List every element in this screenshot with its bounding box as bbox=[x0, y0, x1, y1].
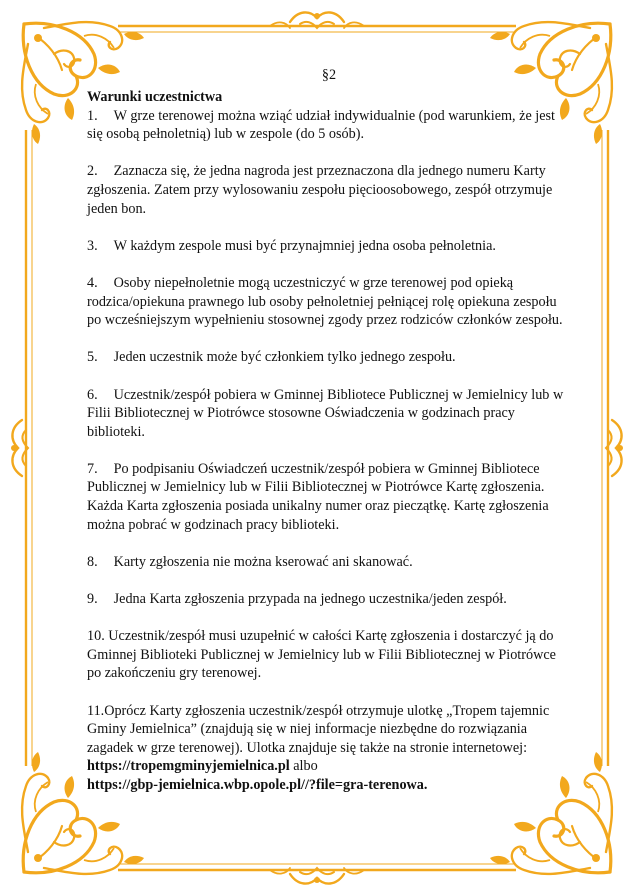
item-number: 5. bbox=[87, 349, 98, 366]
item-number: 10. bbox=[87, 628, 105, 645]
list-item-11 bbox=[87, 702, 571, 795]
list-item-2 bbox=[87, 162, 571, 218]
list-item-9 bbox=[87, 590, 571, 609]
item-number: 3. bbox=[87, 237, 98, 254]
link-joiner: albo bbox=[289, 758, 318, 775]
item-number: 8. bbox=[87, 553, 98, 570]
list-item-6 bbox=[87, 386, 571, 442]
list-item-1 bbox=[87, 107, 571, 144]
item-number: 2. bbox=[87, 163, 98, 180]
item-text: Po podpisaniu Oświadczeń uczestnik/zespół pobiera w Gminnej Bibliotece Publicznej w Jemielnicy lub w Filii Bibliotecznej w Piotrówce Kartę zgłoszenia. Każda Karta zgłoszenia posiada unikalny numer oraz pieczątkę. Kartę zgłoszenia można pobrać w godzinach pracy biblioteki. bbox=[87, 460, 549, 533]
item-text: Zaznacza się, że jedna nagroda jest przeznaczona dla jednego numeru Karty zgłoszenia. Zatem przy wylosowaniu zespołu pięcioosobowego, zespół otrzymuje jeden bon. bbox=[87, 163, 553, 217]
section-heading: Warunki uczestnictwa bbox=[87, 89, 223, 105]
list-item-3 bbox=[87, 237, 571, 256]
item-number: 9. bbox=[87, 591, 98, 608]
list-item-8 bbox=[87, 553, 571, 572]
item-number: 1. bbox=[87, 107, 98, 124]
item-number: 7. bbox=[87, 460, 98, 477]
list-item-7 bbox=[87, 460, 571, 534]
document-body bbox=[87, 66, 571, 813]
list-item-10 bbox=[87, 627, 571, 683]
website-link-tropem[interactable]: https://tropemgminyjemielnica.pl bbox=[87, 758, 290, 775]
section-number: §2 bbox=[321, 67, 337, 83]
item-text: Uczestnik/zespół pobiera w Gminnej Bibliotece Publicznej w Jemielnicy lub w Filii Bibliotecznej w Piotrówce stosowne Oświadczenia w godzinach pracy biblioteki. bbox=[87, 386, 564, 440]
item-number: 4. bbox=[87, 274, 98, 291]
item-text: Karty zgłoszenia nie można kserować ani skanować. bbox=[113, 553, 413, 570]
item-number: 6. bbox=[87, 386, 98, 403]
item-text: W grze terenowej można wziąć udział indywidualnie (pod warunkiem, że jest się osobą pełnoletnią) lub w zespole (do 5 osób). bbox=[87, 107, 555, 143]
item-text: 11.Oprócz Karty zgłoszenia uczestnik/zespół otrzymuje ulotkę „Tropem tajemnic Gminy Jemielnica” (znajdują się w niej informacje niezbędne do rozwiązania zagadek w grze terenowej). Ulotka znajduje się także na stronie internetowej: bbox=[87, 702, 550, 756]
item-text: Jeden uczestnik może być członkiem tylko jednego zespołu. bbox=[113, 349, 456, 366]
list-item-4 bbox=[87, 274, 571, 330]
item-text: Uczestnik/zespół musi uzupełnić w całości Kartę zgłoszenia i dostarczyć ją do Gminnej Biblioteki Publicznej w Jemielnicy lub w Filii Bibliotecznej w Piotrówce po zakończeniu gry terenowej. bbox=[87, 628, 556, 682]
list-item-5 bbox=[87, 348, 571, 367]
website-link-gbp[interactable]: https://gbp-jemielnica.wbp.opole.pl//?file=gra-terenowa. bbox=[87, 776, 428, 793]
item-text: Jedna Karta zgłoszenia przypada na jednego uczestnika/jeden zespół. bbox=[113, 591, 507, 608]
item-text: Osoby niepełnoletnie mogą uczestniczyć w grze terenowej pod opieką rodzica/opiekuna prawnego lub osoby pełnoletniej pełniącej rolę opiekuna zespołu po wcześniejszym wypełnieniu stosownej zgody przez rodziców członków zespołu. bbox=[87, 274, 563, 329]
item-text: W każdym zespole musi być przynajmniej jedna osoba pełnoletnia. bbox=[113, 237, 496, 254]
